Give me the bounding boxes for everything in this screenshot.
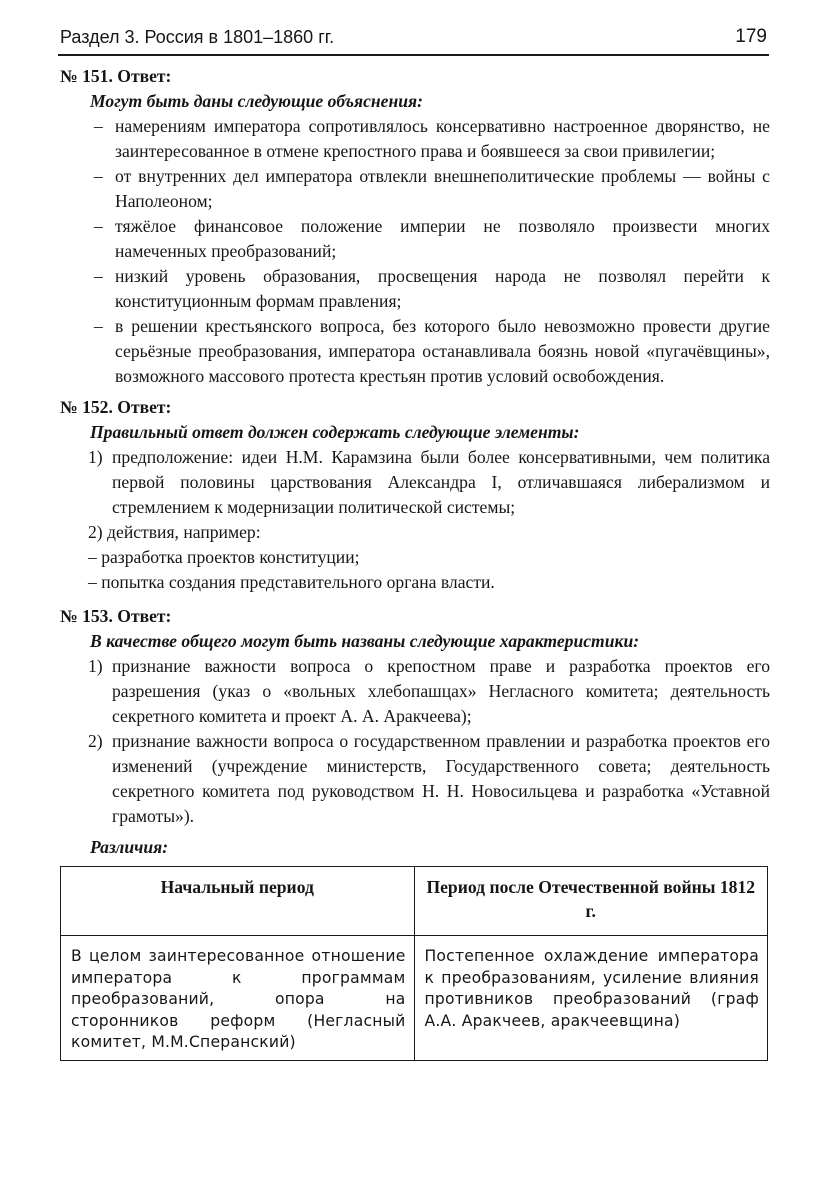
running-head — [58, 20, 769, 56]
item-number: 1) — [88, 447, 103, 467]
differences-table — [60, 866, 768, 1061]
explanations-list — [60, 114, 770, 389]
action-line: – попытка создания представительного органа власти. — [88, 572, 495, 592]
list-item — [60, 445, 770, 520]
page-content — [60, 64, 770, 1061]
item-number: 2) — [88, 731, 103, 751]
differences-label: Различия: — [90, 837, 169, 857]
table-cell: В целом заинтересованное отношение императора к программам преобразований, опора на сторонников реформ (Негласный комитет, М.М.Сперанский) — [61, 936, 415, 1061]
table-row — [61, 936, 768, 1061]
item-number: 1) — [88, 656, 103, 676]
actions-label: 2) действия, например: — [88, 522, 261, 542]
list-item: – тяжёлое финансовое положение империи не позволяло произвести многих намеченных преобразований; — [60, 214, 770, 264]
answer-heading: № 153. Ответ: — [60, 606, 172, 626]
section-title: Раздел 3. Россия в 1801–1860 гг. — [60, 27, 335, 47]
answer-151 — [60, 64, 770, 389]
elements-list — [60, 445, 770, 520]
page-number: 179 — [735, 26, 767, 47]
item-text: признание важности вопроса о крепостном праве и разработка проектов его разрешения (указ о «вольных хлебопашцах» Негласного комитета; деятельность секретного комитета и проект А. А. Аракчеева); — [112, 656, 770, 726]
column-header: Период после Отечественной войны 1812 г. — [414, 867, 768, 936]
action-line: – разработка проектов конституции; — [88, 547, 360, 567]
characteristics-list — [60, 654, 770, 829]
list-item: – от внутренних дел императора отвлекли внешнеполитические проблемы — войны с Наполеоном; — [60, 164, 770, 214]
table-header-row — [61, 867, 768, 936]
answer-heading: № 151. Ответ: — [60, 66, 172, 86]
answer-heading: № 152. Ответ: — [60, 397, 172, 417]
answer-subheading: Правильный ответ должен содержать следующие элементы: — [90, 422, 580, 442]
answer-153 — [60, 604, 770, 1061]
table-cell: Постепенное охлаждение императора к преобразованиям, усиление влияния противников преобразований (граф А.А. Аракчеев, аракчеевщина) — [414, 936, 768, 1061]
list-item: – в решении крестьянского вопроса, без которого было невозможно провести другие серьёзные преобразования, императора останавливала боязнь новой «пугачёвщины», возможного массового протеста крестьян против условий освобождения. — [60, 314, 770, 389]
spacer — [60, 595, 770, 604]
answer-152 — [60, 395, 770, 595]
list-item: – намерениям императора сопротивлялось консервативно настроенное дворянство, не заинтересованное в отмене крепостного права и боявшееся за свои привилегии; — [60, 114, 770, 164]
list-item: – низкий уровень образования, просвещения народа не позволял перейти к конституционным формам правления; — [60, 264, 770, 314]
answer-subheading: Могут быть даны следующие объяснения: — [90, 91, 423, 111]
list-item — [60, 654, 770, 729]
column-header: Начальный период — [61, 867, 415, 936]
answer-subheading: В качестве общего могут быть названы следующие характеристики: — [90, 631, 640, 651]
item-text: предположение: идеи Н.М. Карамзина были более консервативными, чем политика первой половины царствования Александра I, отличавшаяся либерализмом и стремлением к модернизации политической системы; — [112, 447, 770, 517]
list-item — [60, 729, 770, 829]
item-text: признание важности вопроса о государственном правлении и разработка проектов его изменений (учреждение министерств, Государственного совета; деятельность секретного комитета под руководством Н. Н. Новосильцева и разработка «Уставной грамоты»). — [112, 731, 770, 826]
